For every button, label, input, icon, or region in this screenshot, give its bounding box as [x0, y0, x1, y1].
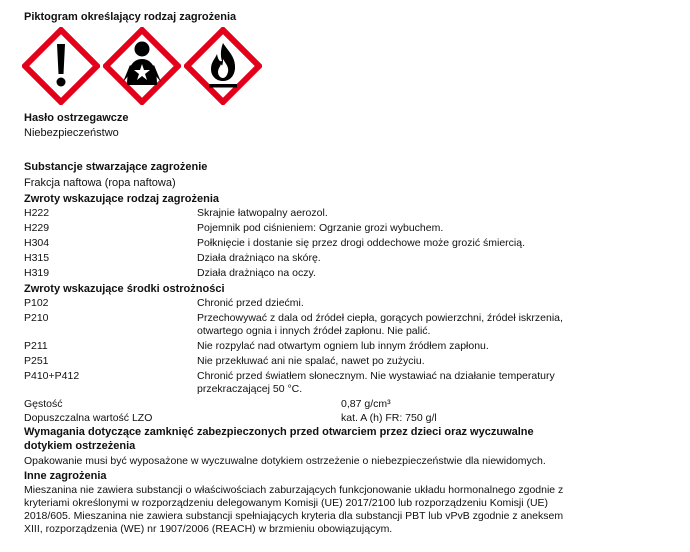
hazard-code: H229 [24, 222, 50, 234]
health-hazard-icon [103, 27, 181, 105]
precaution-text: Nie rozpylać nad otwartym ogniem lub innym źródłem zapłonu. [197, 340, 489, 352]
hazard-code: H304 [24, 237, 50, 249]
child-safety-title-continued: dotykiem ostrzeżenia [24, 440, 136, 452]
other-hazards-line: 2018/605. Mieszanina nie zawiera substancji spełniających kryteria dla substancji PBT lub vPvB zgodnie z aneksem [24, 510, 564, 522]
property-value: 0,87 g/cm³ [341, 398, 391, 410]
precaution-code: P251 [24, 355, 49, 367]
precaution-text-continued: przekraczającej 50 °C. [197, 383, 303, 395]
exclamation-mark-icon [22, 27, 100, 105]
precaution-text: Chronić przed dziećmi. [197, 297, 304, 309]
pictogram-section-title: Piktogram określający rodzaj zagrożenia [24, 11, 237, 23]
precaution-code: P102 [24, 297, 49, 309]
precaution-text-continued: otwartego ognia i innych źródeł zapłonu. Nie palić. [197, 325, 431, 337]
hazard-code: H222 [24, 207, 50, 219]
child-safety-text: Opakowanie musi być wyposażone w wyczuwalne dotykiem ostrzeżenie o niebezpieczeństwie dla niewidomych. [24, 455, 546, 467]
child-safety-title: Wymagania dotyczące zamknięć zabezpieczonych przed otwarciem przez dzieci oraz wyczuwalne [24, 426, 534, 438]
other-hazards-line: XIII, rozporządzenia (WE) nr 1907/2006 (REACH) w brzmieniu obowiązującym. [24, 523, 393, 535]
property-value: kat. A (h) FR: 750 g/l [341, 412, 437, 424]
hazard-text: Połknięcie i dostanie się przez drogi oddechowe może grozić śmiercią. [197, 237, 525, 249]
hazard-text: Działa drażniąco na skórę. [197, 252, 321, 264]
precaution-code: P210 [24, 312, 49, 324]
precaution-text: Chronić przed światłem słonecznym. Nie wystawiać na działanie temperatury [197, 370, 555, 382]
signal-word-title: Hasło ostrzegawcze [24, 112, 129, 124]
hazardous-substances-value: Frakcja naftowa (ropa naftowa) [24, 177, 176, 189]
hazard-code: H315 [24, 252, 50, 264]
precaution-text: Nie przekłuwać ani nie spalać, nawet po zużyciu. [197, 355, 425, 367]
hazard-code: H319 [24, 267, 50, 279]
hazard-statements-title: Zwroty wskazujące rodzaj zagrożenia [24, 193, 220, 205]
signal-word-value: Niebezpieczeństwo [24, 127, 119, 139]
hazard-text: Działa drażniąco na oczy. [197, 267, 316, 279]
other-hazards-line: kryteriami określonymi w rozporządzeniu delegowanym Komisji (UE) 2017/2100 lub rozporządzeniu Komisji (UE) [24, 497, 549, 509]
hazardous-substances-title: Substancje stwarzające zagrożenie [24, 161, 208, 173]
property-label: Gęstość [24, 398, 63, 410]
other-hazards-line: Mieszanina nie zawiera substancji o właściwościach zaburzających funkcjonowanie układu hormonalnego zgodnie z [24, 484, 564, 496]
precaution-code: P211 [24, 340, 48, 352]
hazard-text: Pojemnik pod ciśnieniem: Ogrzanie grozi wybuchem. [197, 222, 444, 234]
hazard-text: Skrajnie łatwopalny aerozol. [197, 207, 328, 219]
precaution-text: Przechowywać z dala od źródeł ciepła, gorących powierzchni, źródeł iskrzenia, [197, 312, 563, 324]
precaution-code: P410+P412 [24, 370, 80, 382]
other-hazards-title: Inne zagrożenia [24, 470, 107, 482]
precautionary-statements-title: Zwroty wskazujące środki ostrożności [24, 283, 225, 295]
flame-icon [184, 27, 262, 105]
property-label: Dopuszczalna wartość LZO [24, 412, 153, 424]
